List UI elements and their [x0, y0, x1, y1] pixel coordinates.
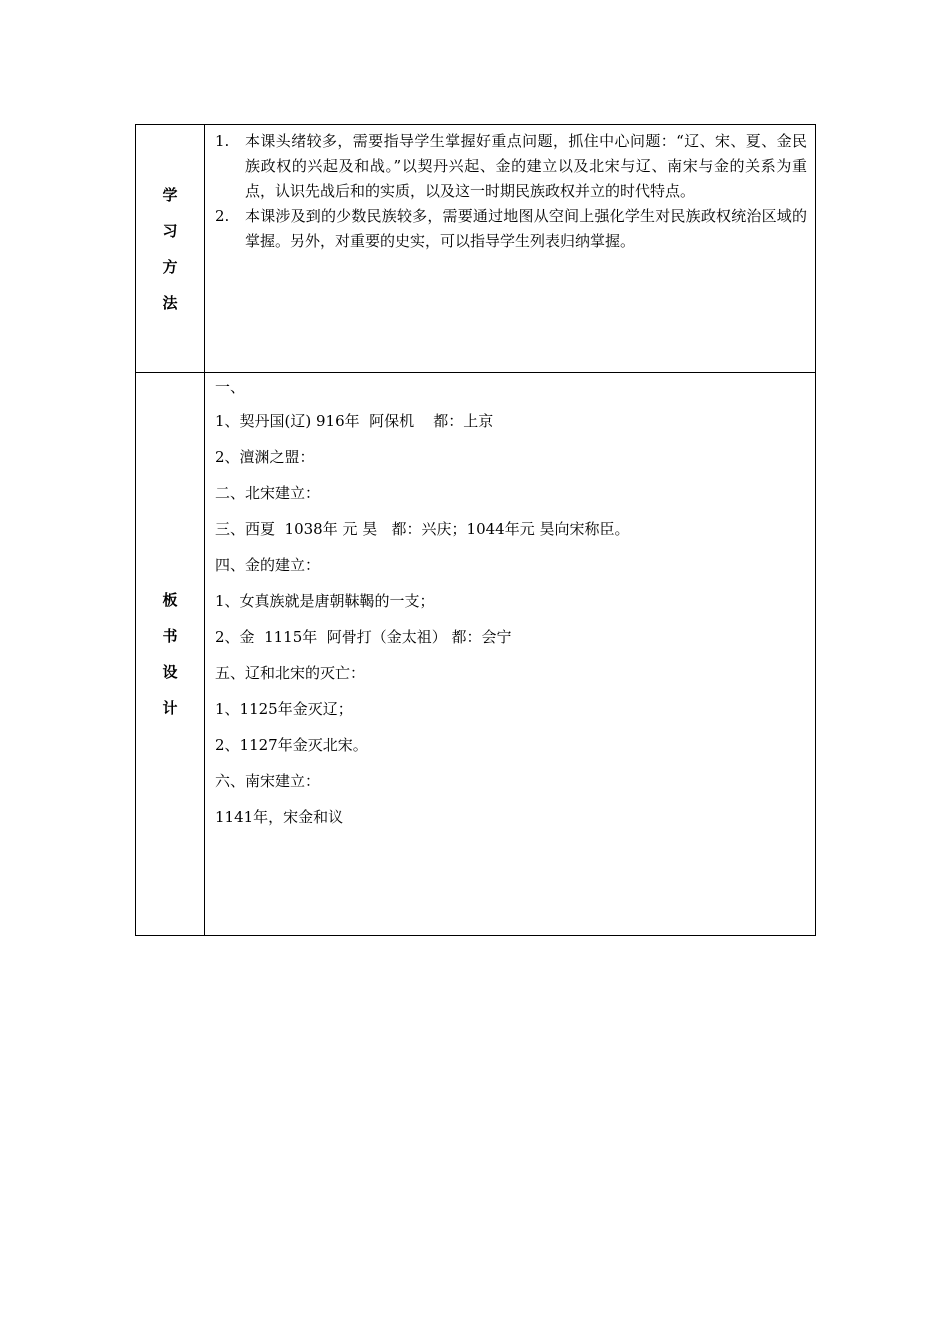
- list-item: [215, 129, 807, 204]
- label-char: 计: [162, 699, 178, 717]
- learning-method-label-cell: [136, 125, 205, 373]
- outline-line: 一、: [215, 378, 246, 396]
- outline-line: 1、契丹国(辽) 916年 阿保机 都：上京: [215, 412, 494, 430]
- outline-line: 三、西夏 1038年 元 昊 都：兴庆；1044年元 昊向宋称臣。: [215, 520, 630, 538]
- list-item-text: 本课头绪较多，需要指导学生掌握好重点问题，抓住中心问题：“辽、宋、夏、金民族政权的兴起及和战。”以契丹兴起、金的建立以及北宋与辽、南宋与金的关系为重点，认识先战后和的实质，以及这一时期民族政权并立的时代特点。: [245, 132, 807, 200]
- outline-line: 六、南宋建立：: [215, 772, 321, 790]
- list-item-number: 2.: [215, 207, 230, 225]
- learning-method-row: [136, 125, 816, 373]
- blackboard-outline: [205, 373, 815, 835]
- list-item-text: 本课涉及到的少数民族较多，需要通过地图从空间上强化学生对民族政权统治区域的掌握。另外，对重要的史实，可以指导学生列表归纳掌握。: [245, 207, 807, 250]
- blackboard-design-label: [136, 582, 204, 726]
- label-char: 法: [162, 293, 178, 312]
- outline-line: 2、1127年金灭北宋。: [215, 736, 368, 754]
- label-char: 书: [162, 627, 178, 645]
- learning-method-label: [136, 177, 204, 321]
- label-char: 学: [162, 185, 178, 204]
- outline-line: 1、女真族就是唐朝靺鞨的一支；: [215, 592, 435, 610]
- label-char: 方: [162, 257, 178, 276]
- list-item-number: 1.: [215, 132, 230, 150]
- label-char: 习: [162, 221, 178, 240]
- outline-line: 二、北宋建立：: [215, 484, 321, 502]
- outline-line: 2、金 1115年 阿骨打（金太祖） 都：会宁: [215, 628, 512, 646]
- outline-line: 五、辽和北宋的灭亡：: [215, 664, 366, 682]
- blackboard-design-content-cell: [205, 373, 816, 936]
- label-char: 设: [162, 663, 178, 681]
- list-item: [215, 204, 807, 254]
- learning-method-content-cell: [205, 125, 816, 373]
- label-char: 板: [162, 591, 178, 609]
- blackboard-design-label-cell: [136, 373, 205, 936]
- outline-line: 2、澶渊之盟：: [215, 448, 315, 466]
- blackboard-design-row: [136, 373, 816, 936]
- outline-line: 1、1125年金灭辽；: [215, 700, 353, 718]
- learning-method-list: [205, 125, 815, 254]
- outline-line: 四、金的建立：: [215, 556, 321, 574]
- outline-line: 1141年，宋金和议: [215, 808, 344, 826]
- lesson-plan-table: [135, 124, 816, 936]
